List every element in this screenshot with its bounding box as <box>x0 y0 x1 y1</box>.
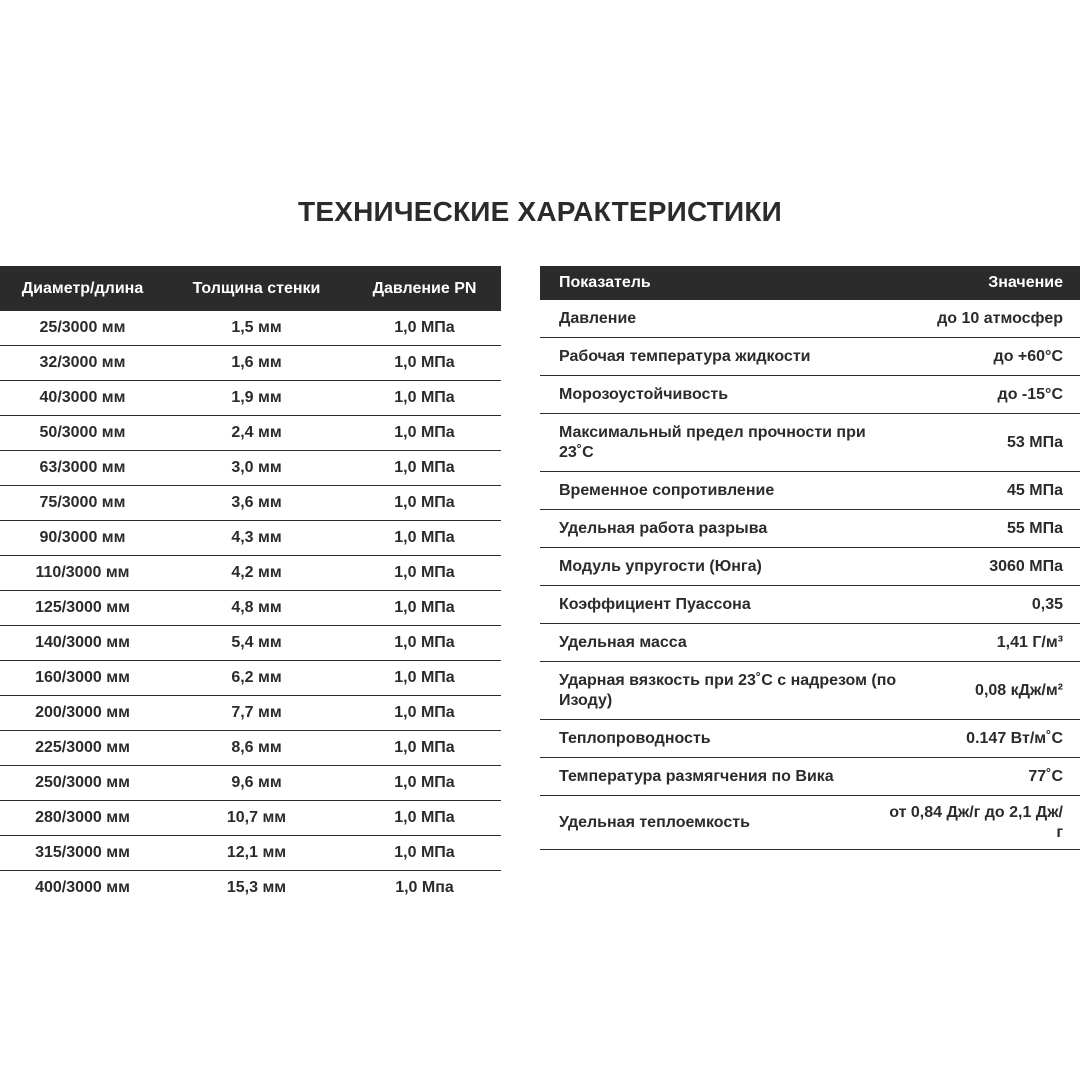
cell-wall-thickness: 5,4 мм <box>231 634 282 651</box>
table-row <box>0 695 501 730</box>
cell-value: до -15°С <box>997 385 1063 403</box>
header-pressure-pn: Давление PN <box>372 279 477 297</box>
cell-parameter: Максимальный предел прочности при 23˚С <box>559 423 866 461</box>
cell-diameter-length: 225/3000 мм <box>35 739 130 756</box>
cell-wall-thickness: 6,2 мм <box>231 669 282 686</box>
cell-pressure: 1,0 МПа <box>394 669 455 686</box>
header-diameter-length: Диаметр/длина <box>21 279 144 297</box>
cell-parameter: Модуль упругости (Юнга) <box>559 557 762 575</box>
table-row <box>540 414 1080 472</box>
cell-parameter: Теплопроводность <box>559 729 711 747</box>
table-row <box>540 720 1080 758</box>
header-wall-thickness: Толщина стенки <box>192 279 321 297</box>
cell-diameter-length: 40/3000 мм <box>39 389 126 406</box>
table-row <box>0 380 501 415</box>
cell-parameter: Коэффициент Пуассона <box>559 595 751 613</box>
cell-diameter-length: 50/3000 мм <box>39 424 126 441</box>
table-row <box>0 800 501 835</box>
cell-diameter-length: 250/3000 мм <box>35 774 130 791</box>
cell-pressure: 1,0 МПа <box>394 704 455 721</box>
table-row <box>540 376 1080 414</box>
cell-diameter-length: 315/3000 мм <box>35 844 130 861</box>
specs-table-header <box>540 266 1080 300</box>
table-row <box>0 870 501 905</box>
cell-value: 0.147 Вт/м˚С <box>966 729 1063 747</box>
table-row <box>0 520 501 555</box>
cell-diameter-length: 160/3000 мм <box>35 669 130 686</box>
cell-value: 1,41 Г/м³ <box>996 633 1063 651</box>
specs-table-body <box>540 300 1080 850</box>
header-parameter: Показатель <box>559 274 651 291</box>
cell-diameter-length: 63/3000 мм <box>39 459 126 476</box>
table-row <box>0 730 501 765</box>
cell-wall-thickness: 15,3 мм <box>226 879 287 896</box>
cell-pressure: 1,0 МПа <box>394 459 455 476</box>
cell-pressure: 1,0 МПа <box>394 354 455 371</box>
cell-wall-thickness: 4,8 мм <box>231 599 282 616</box>
cell-wall-thickness: 1,6 мм <box>231 354 282 371</box>
table-row <box>540 662 1080 720</box>
cell-diameter-length: 200/3000 мм <box>35 704 130 721</box>
table-row <box>540 758 1080 796</box>
cell-diameter-length: 140/3000 мм <box>35 634 130 651</box>
cell-value: 53 МПа <box>1007 433 1063 451</box>
cell-wall-thickness: 4,3 мм <box>231 529 282 546</box>
header-value: Значение <box>988 274 1063 291</box>
table-row <box>540 796 1080 850</box>
cell-value: 0,08 кДж/м² <box>975 681 1063 699</box>
cell-pressure: 1,0 МПа <box>394 389 455 406</box>
table-row <box>0 450 501 485</box>
cell-diameter-length: 75/3000 мм <box>39 494 126 511</box>
cell-pressure: 1,0 Мпа <box>395 879 454 896</box>
cell-value: 0,35 <box>1031 595 1063 613</box>
dimensions-table-body <box>0 311 501 905</box>
table-row <box>0 835 501 870</box>
cell-wall-thickness: 1,9 мм <box>231 389 282 406</box>
table-row <box>0 555 501 590</box>
cell-pressure: 1,0 МПа <box>394 599 455 616</box>
cell-value: 55 МПа <box>1007 519 1063 537</box>
cell-value: 77˚С <box>1028 767 1063 785</box>
cell-wall-thickness: 9,6 мм <box>231 774 282 791</box>
cell-parameter: Удельная работа разрыва <box>559 519 768 537</box>
cell-diameter-length: 280/3000 мм <box>35 809 130 826</box>
table-row <box>540 300 1080 338</box>
dimensions-table <box>0 266 501 905</box>
cell-value: 3060 МПа <box>989 557 1063 575</box>
table-row <box>0 345 501 380</box>
table-row <box>540 472 1080 510</box>
cell-wall-thickness: 12,1 мм <box>226 844 287 861</box>
cell-diameter-length: 110/3000 мм <box>35 564 130 581</box>
cell-parameter: Давление <box>559 309 637 327</box>
table-row <box>0 415 501 450</box>
cell-parameter: Рабочая температура жидкости <box>559 347 811 365</box>
cell-pressure: 1,0 МПа <box>394 494 455 511</box>
page-title: ТЕХНИЧЕСКИЕ ХАРАКТЕРИСТИКИ <box>298 196 782 227</box>
cell-pressure: 1,0 МПа <box>394 809 455 826</box>
table-row <box>0 590 501 625</box>
cell-parameter: Временное сопротивление <box>559 481 775 499</box>
cell-diameter-length: 32/3000 мм <box>39 354 126 371</box>
specs-table <box>540 266 1080 850</box>
cell-wall-thickness: 2,4 мм <box>231 424 282 441</box>
cell-wall-thickness: 3,0 мм <box>231 459 282 476</box>
table-row <box>0 765 501 800</box>
table-row <box>0 311 501 345</box>
cell-pressure: 1,0 МПа <box>394 844 455 861</box>
cell-value: до 10 атмосфер <box>937 309 1063 327</box>
cell-wall-thickness: 1,5 мм <box>231 319 282 336</box>
cell-wall-thickness: 8,6 мм <box>231 739 282 756</box>
cell-parameter: Удельная теплоемкость <box>559 813 750 831</box>
cell-diameter-length: 90/3000 мм <box>39 529 126 546</box>
cell-pressure: 1,0 МПа <box>394 529 455 546</box>
table-row <box>0 485 501 520</box>
dimensions-table-header <box>0 266 501 311</box>
cell-parameter: Температура размягчения по Вика <box>559 767 834 785</box>
cell-pressure: 1,0 МПа <box>394 634 455 651</box>
cell-pressure: 1,0 МПа <box>394 774 455 791</box>
table-row <box>0 625 501 660</box>
cell-pressure: 1,0 МПа <box>394 564 455 581</box>
table-row <box>540 338 1080 376</box>
cell-diameter-length: 25/3000 мм <box>39 319 126 336</box>
cell-wall-thickness: 10,7 мм <box>226 809 287 826</box>
cell-pressure: 1,0 МПа <box>394 319 455 336</box>
table-row <box>540 586 1080 624</box>
table-row <box>540 548 1080 586</box>
cell-diameter-length: 125/3000 мм <box>35 599 130 616</box>
cell-pressure: 1,0 МПа <box>394 424 455 441</box>
cell-wall-thickness: 4,2 мм <box>231 564 282 581</box>
cell-wall-thickness: 7,7 мм <box>231 704 282 721</box>
cell-parameter: Ударная вязкость при 23˚С с надрезом (по Изоду) <box>559 671 897 709</box>
cell-value: до +60°С <box>993 347 1063 365</box>
cell-value: 45 МПа <box>1007 481 1063 499</box>
table-row <box>0 660 501 695</box>
table-row <box>540 624 1080 662</box>
cell-pressure: 1,0 МПа <box>394 739 455 756</box>
cell-value: от 0,84 Дж/г до 2,1 Дж/г <box>889 803 1063 841</box>
cell-diameter-length: 400/3000 мм <box>35 879 130 896</box>
cell-parameter: Морозоустойчивость <box>559 385 729 403</box>
cell-wall-thickness: 3,6 мм <box>231 494 282 511</box>
table-row <box>540 510 1080 548</box>
cell-parameter: Удельная масса <box>559 633 687 651</box>
